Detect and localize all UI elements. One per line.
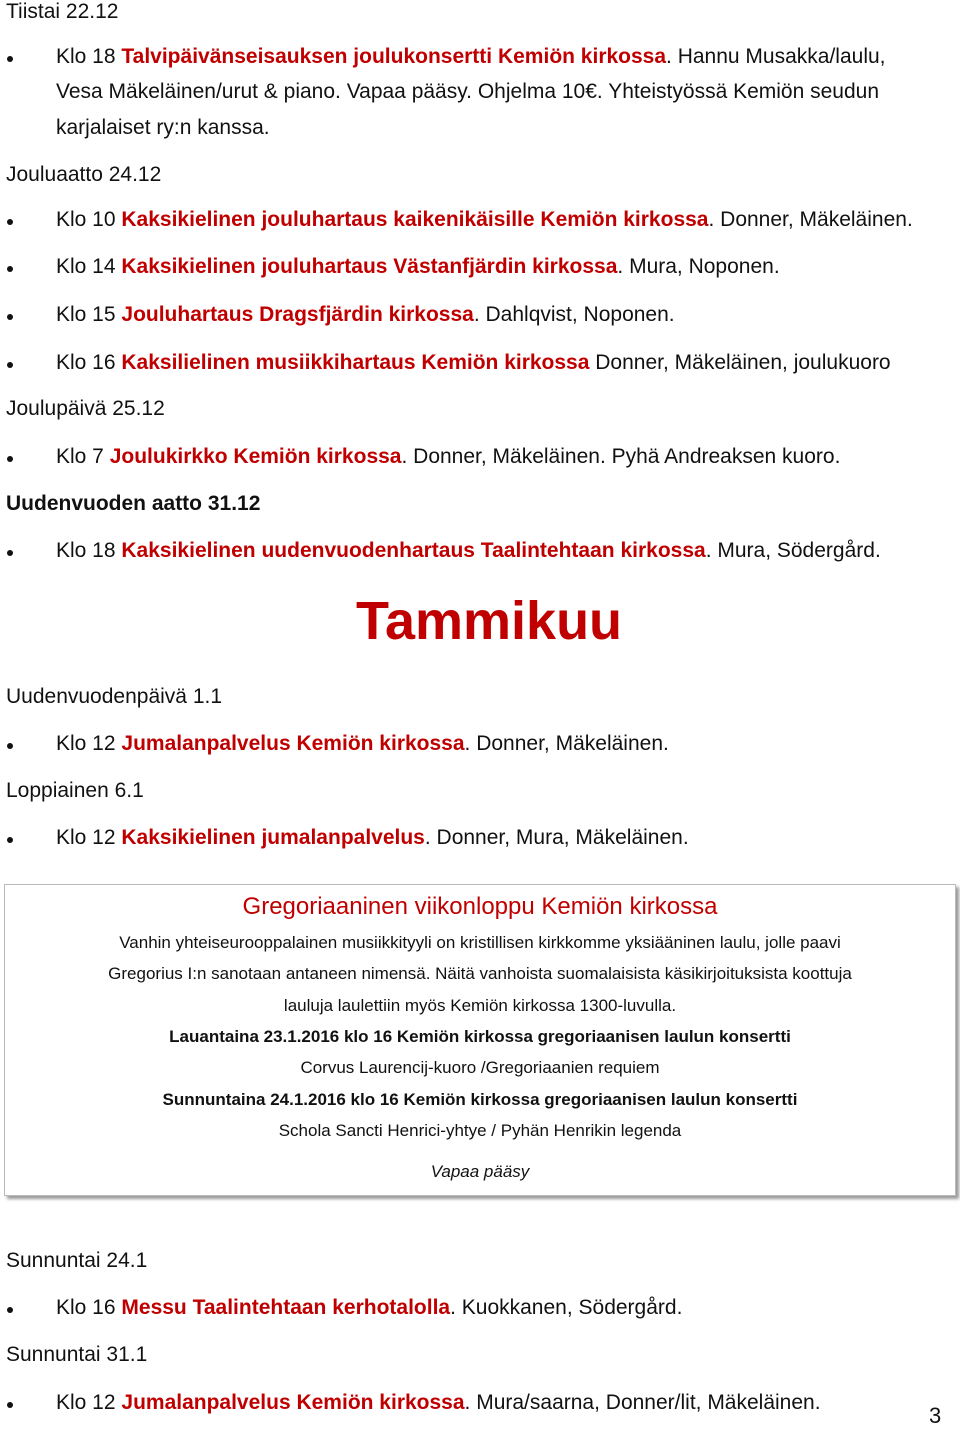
event-line bbox=[56, 351, 891, 375]
event-title: Jumalanpalvelus Kemiön kirkossa bbox=[121, 732, 465, 755]
box-title: Gregoriaaninen viikonloppu Kemiön kirkossa bbox=[242, 893, 718, 920]
event-details: . Hannu Musakka/laulu, bbox=[666, 45, 886, 68]
event-title: Joulukirkko Kemiön kirkossa bbox=[109, 445, 402, 468]
bullet-icon bbox=[7, 1307, 13, 1313]
event-time: Klo 7 bbox=[56, 445, 110, 468]
heading-sunnuntai-31: Sunnuntai 31.1 bbox=[6, 1343, 148, 1366]
event-details: . Donner, Mäkeläinen. Pyhä Andreaksen kuoro. bbox=[401, 445, 841, 468]
event-line bbox=[56, 208, 913, 232]
box-text-line: Vanhin yhteiseurooppalainen musiikkityyli on kristillisen kirkkomme yksiääninen laulu, jolle paavi bbox=[119, 933, 841, 952]
event-title: Kaksikielinen jouluhartaus Västanfjärdin kirkossa bbox=[121, 255, 618, 278]
event-title: Kaksikielinen jumalanpalvelus bbox=[121, 826, 425, 849]
event-time: Klo 12 bbox=[56, 732, 122, 755]
event-title: Jumalanpalvelus Kemiön kirkossa bbox=[121, 1391, 465, 1414]
event-details: . Dahlqvist, Noponen. bbox=[473, 303, 675, 326]
event-time: Klo 15 bbox=[56, 303, 122, 326]
box-text-line: lauluja laulettiin myös Kemiön kirkossa 1300-luvulla. bbox=[283, 996, 677, 1015]
event-line bbox=[56, 255, 780, 279]
event-details: Donner, Mäkeläinen, joulukuoro bbox=[589, 351, 891, 374]
event-title: Kaksikielinen jouluhartaus kaikenikäisille Kemiön kirkossa bbox=[121, 208, 709, 231]
event-details: . Mura, Södergård. bbox=[705, 539, 881, 562]
event-title: Messu Taalintehtaan kerhotalolla bbox=[121, 1296, 451, 1319]
event-title: Kaksilielinen musiikkihartaus Kemiön kirkossa bbox=[121, 351, 590, 374]
box-text-line: Gregorius I:n sanotaan antaneen nimensä. Näitä vanhoista suomalaisista käsikirjoituksista koottuja bbox=[108, 964, 852, 983]
event-details: . Donner, Mäkeläinen. bbox=[464, 732, 669, 755]
bullet-icon bbox=[7, 219, 13, 225]
bullet-icon bbox=[7, 1402, 13, 1408]
event-time: Klo 18 bbox=[56, 539, 122, 562]
event-time: Klo 10 bbox=[56, 208, 122, 231]
bullet-icon bbox=[7, 314, 13, 320]
concert-2: Sunnuntaina 24.1.2016 klo 16 Kemiön kirkossa gregoriaanisen laulun konsertti bbox=[162, 1090, 798, 1109]
event-line bbox=[56, 539, 881, 563]
event-line bbox=[56, 1296, 682, 1320]
event-line: Vesa Mäkeläinen/urut & piano. Vapaa pääsy. Ohjelma 10€. Yhteistyössä Kemiön seudun bbox=[56, 80, 880, 103]
event-line bbox=[56, 45, 886, 69]
heading-loppiainen: Loppiainen 6.1 bbox=[6, 779, 144, 802]
heading-uudenvuodenpaiva: Uudenvuodenpäivä 1.1 bbox=[6, 685, 223, 708]
heading-jouluaatto: Jouluaatto 24.12 bbox=[6, 163, 162, 186]
event-time: Klo 16 bbox=[56, 351, 122, 374]
bullet-icon bbox=[7, 362, 13, 368]
event-title: Kaksikielinen uudenvuodenhartaus Taalintehtaan kirkossa bbox=[121, 539, 706, 562]
heading-tiistai: Tiistai 22.12 bbox=[6, 0, 119, 23]
heading-sunnuntai-24: Sunnuntai 24.1 bbox=[6, 1249, 148, 1272]
concert-2-detail: Schola Sancti Henrici-yhtye / Pyhän Henrikin legenda bbox=[278, 1121, 682, 1140]
event-time: Klo 12 bbox=[56, 826, 122, 849]
bullet-icon bbox=[7, 266, 13, 272]
concert-1-detail: Corvus Laurencij-kuoro /Gregoriaanien requiem bbox=[300, 1058, 660, 1077]
event-details: . Mura/saarna, Donner/lit, Mäkeläinen. bbox=[464, 1391, 821, 1414]
bullet-icon bbox=[7, 56, 13, 62]
bullet-icon bbox=[7, 837, 13, 843]
bullet-icon bbox=[7, 456, 13, 462]
page-number: 3 bbox=[929, 1403, 942, 1428]
event-title: Jouluhartaus Dragsfjärdin kirkossa bbox=[121, 303, 474, 326]
concert-1: Lauantaina 23.1.2016 klo 16 Kemiön kirkossa gregoriaanisen laulun konsertti bbox=[169, 1027, 791, 1046]
event-line bbox=[56, 303, 675, 327]
event-title: Talvipäivänseisauksen joulukonsertti Kemiön kirkossa bbox=[121, 45, 667, 68]
event-line bbox=[56, 826, 689, 850]
event-line bbox=[56, 732, 669, 756]
event-details: . Kuokkanen, Södergård. bbox=[450, 1296, 683, 1319]
event-line: karjalaiset ry:n kanssa. bbox=[56, 116, 270, 139]
event-details: . Mura, Noponen. bbox=[617, 255, 780, 278]
event-time: Klo 18 bbox=[56, 45, 122, 68]
free-entry: Vapaa pääsy bbox=[430, 1162, 530, 1181]
event-time: Klo 16 bbox=[56, 1296, 122, 1319]
heading-joulupaiva: Joulupäivä 25.12 bbox=[6, 397, 165, 420]
bullet-icon bbox=[7, 550, 13, 556]
event-details: . Donner, Mura, Mäkeläinen. bbox=[424, 826, 689, 849]
event-time: Klo 14 bbox=[56, 255, 122, 278]
event-line bbox=[56, 445, 840, 469]
month-title: Tammikuu bbox=[356, 591, 623, 651]
event-details: . Donner, Mäkeläinen. bbox=[708, 208, 913, 231]
heading-uudenvuodenaatto: Uudenvuoden aatto 31.12 bbox=[6, 492, 261, 515]
bullet-icon bbox=[7, 743, 13, 749]
event-line bbox=[56, 1391, 821, 1415]
event-time: Klo 12 bbox=[56, 1391, 122, 1414]
